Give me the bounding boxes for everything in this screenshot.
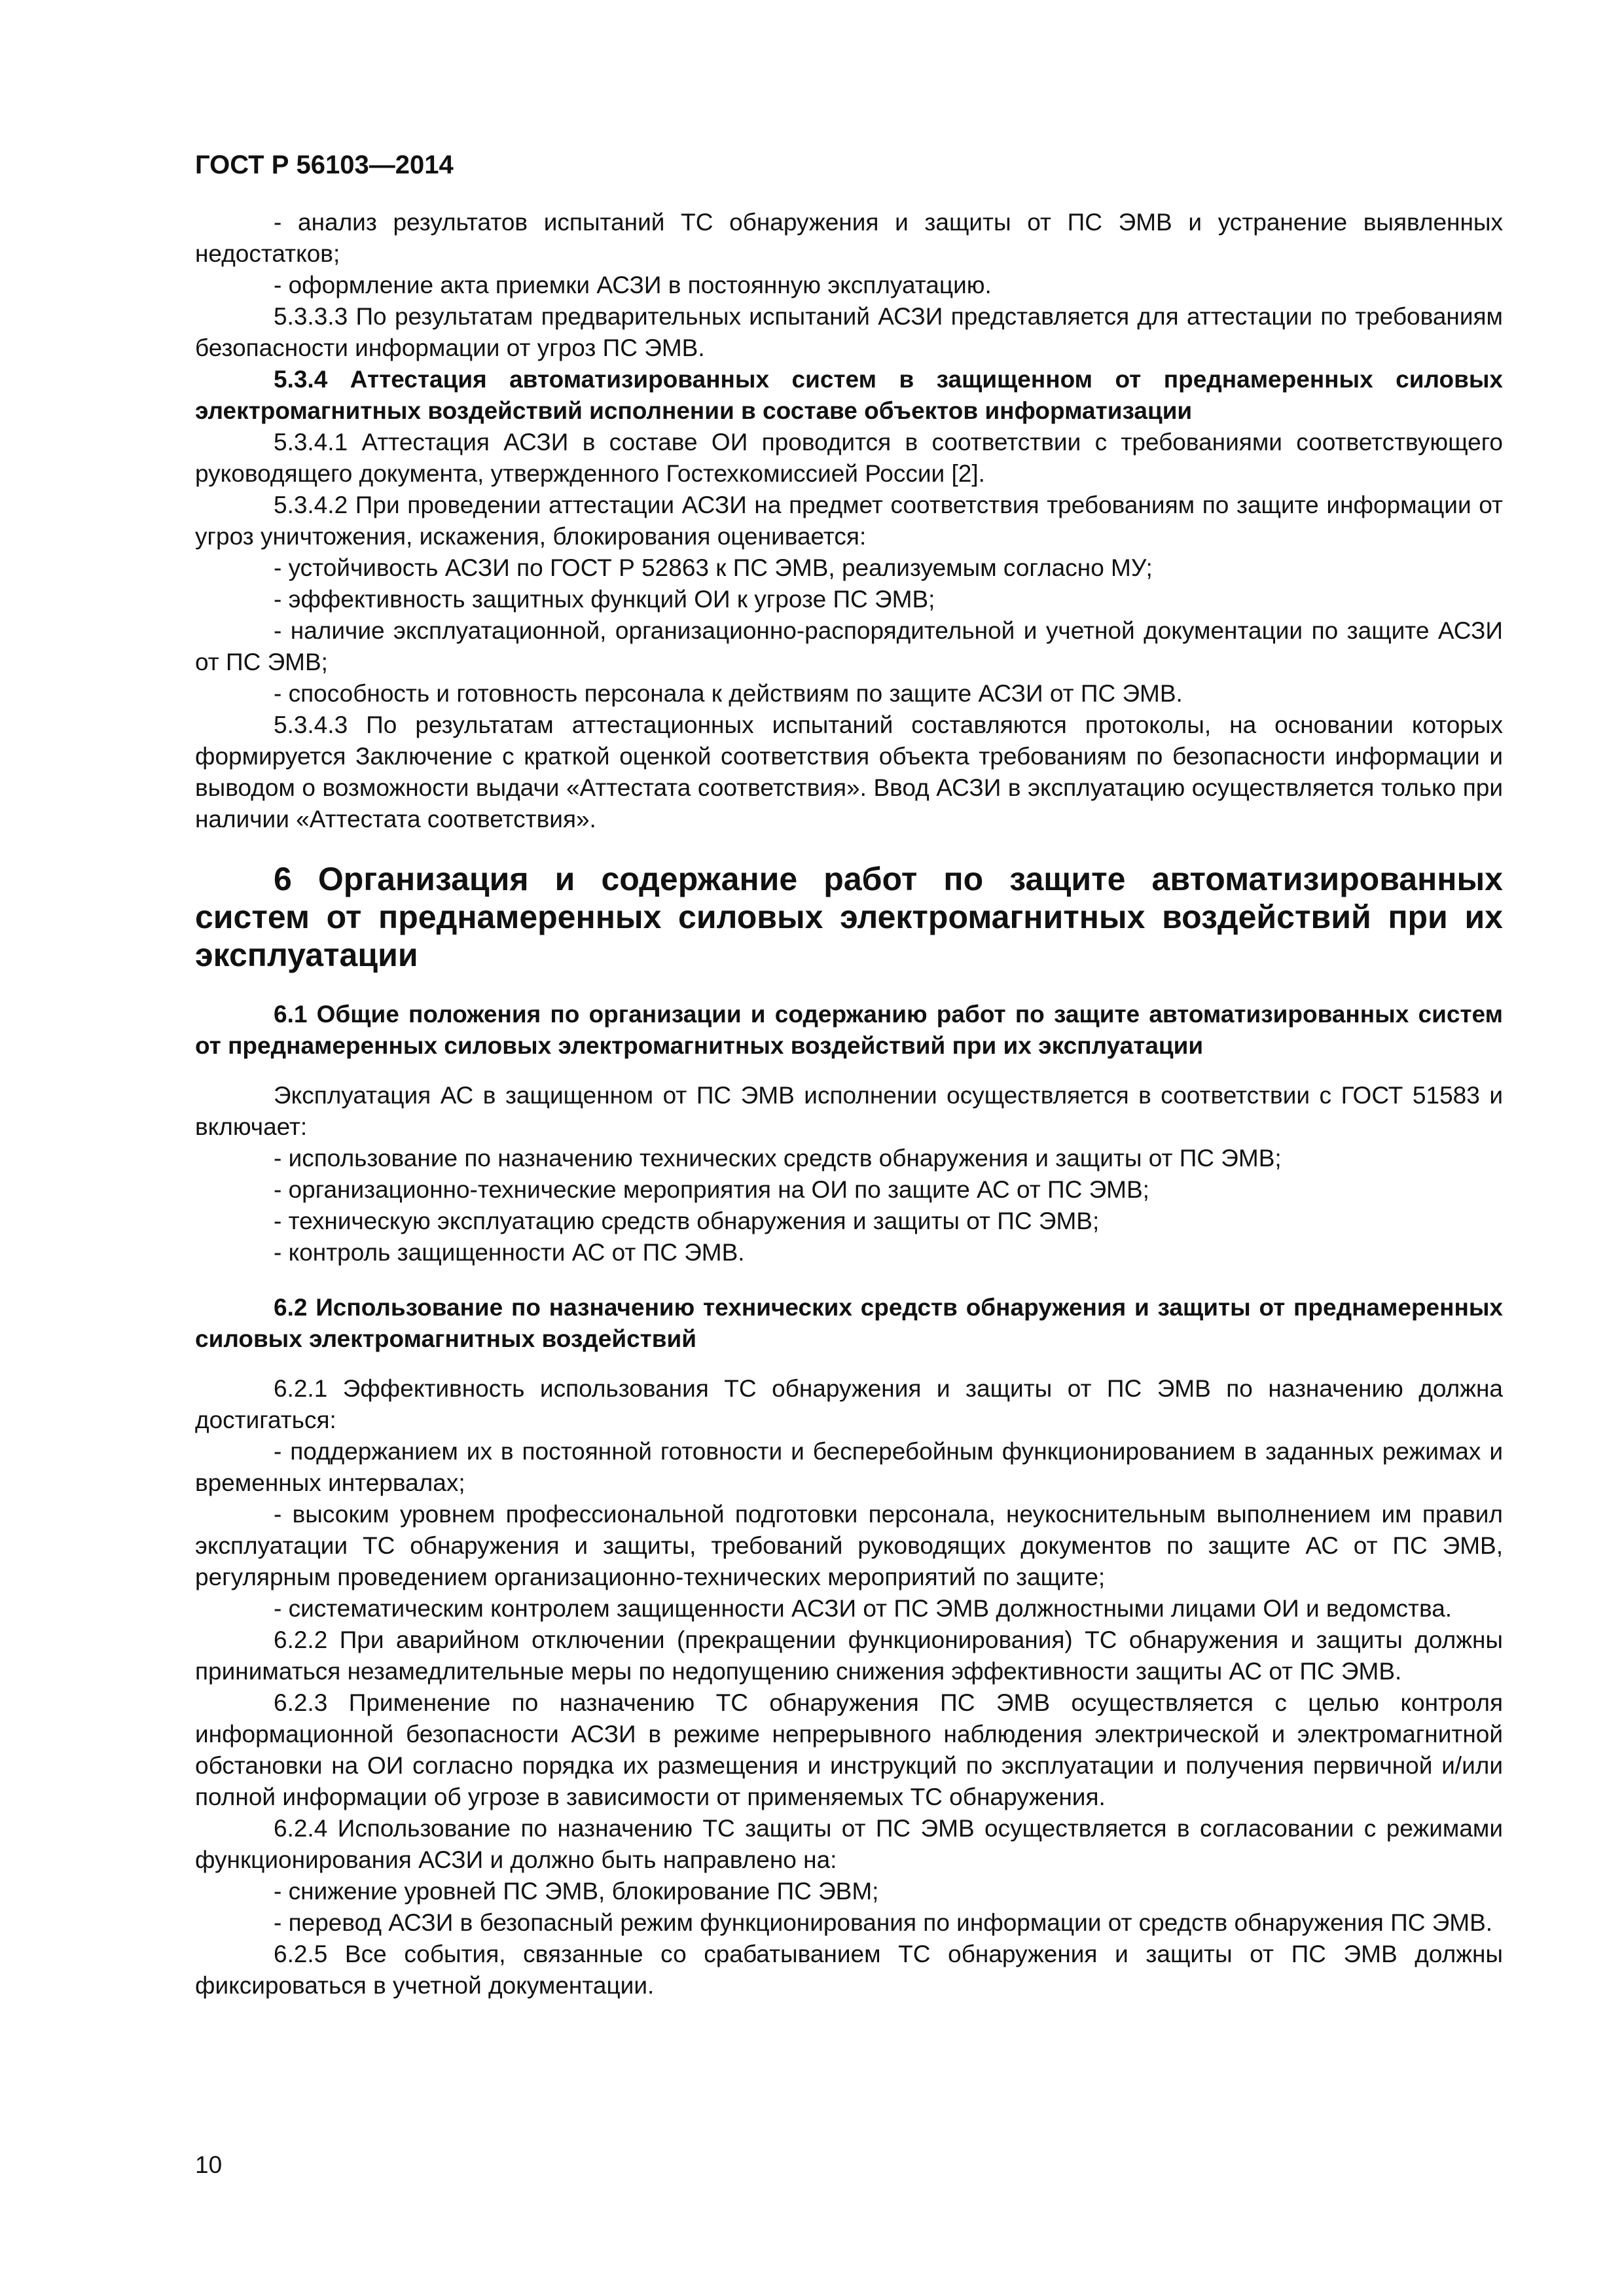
list-item: - техническую эксплуатацию средств обнаружения и защиты от ПС ЭМВ; bbox=[274, 1208, 1100, 1234]
clause-heading: 5.3.4 Аттестация автоматизированных систем в защищенном от преднамеренных силовых электромагнитных воздействий исполнении в составе объектов информатизации bbox=[195, 366, 1503, 424]
page-content bbox=[195, 149, 1503, 2001]
list-item: - перевод АСЗИ в безопасный режим функционирования по информации от средств обнаружения ПС ЭМВ. bbox=[274, 1909, 1493, 1936]
paragraph: 6.2.2 При аварийном отключении (прекращении функционирования) ТС обнаружения и защиты должны приниматься незамедлительные меры по недопущению снижения эффективности защиты АС от ПС ЭМВ. bbox=[195, 1626, 1503, 1685]
subsection-heading: 6.2 Использование по назначению технических средств обнаружения и защиты от преднамеренных силовых электромагнитных воздействий bbox=[195, 1294, 1503, 1352]
list-item: - высоким уровнем профессиональной подготовки персонала, неукоснительным выполнением им правил эксплуатации ТС обнаружения и защиты, требований руководящих документов по защите АС от ПС ЭМВ, регулярным проведением организационно-технических мероприятий по защите; bbox=[195, 1501, 1503, 1590]
paragraph: Эксплуатация АС в защищенном от ПС ЭМВ исполнении осуществляется в соответствии с ГОСТ 51583 и включает: bbox=[195, 1082, 1503, 1140]
list-item: - наличие эксплуатационной, организационно-распорядительной и учетной документации по защите АСЗИ от ПС ЭМВ; bbox=[195, 617, 1503, 675]
list-item: - контроль защищенности АС от ПС ЭМВ. bbox=[274, 1239, 745, 1266]
paragraph: 5.3.3.3 По результатам предварительных испытаний АСЗИ представляется для аттестации по требованиям безопасности информации от угроз ПС ЭМВ. bbox=[195, 303, 1503, 361]
paragraph: - оформление акта приемки АСЗИ в постоянную эксплуатацию. bbox=[274, 272, 992, 298]
list-item: - организационно-технические мероприятия на ОИ по защите АС от ПС ЭМВ; bbox=[274, 1176, 1149, 1203]
list-item: - эффективность защитных функций ОИ к угрозе ПС ЭМВ; bbox=[274, 586, 935, 613]
paragraph: 5.3.4.3 По результатам аттестационных испытаний составляются протоколы, на основании которых формируется Заключение с краткой оценкой соответствия объекта требованиям по безопасности информации и выводом о возможности выдачи «Аттестата соответствия». Ввод АСЗИ в эксплуатацию осуществляется только при наличии «Аттестата соответствия». bbox=[195, 711, 1503, 833]
paragraph: 6.2.1 Эффективность использования ТС обнаружения и защиты от ПС ЭМВ по назначению должна достигаться: bbox=[195, 1375, 1503, 1433]
paragraph: 6.2.3 Применение по назначению ТС обнаружения ПС ЭМВ осуществляется с целью контроля информационной безопасности АСЗИ в режиме непрерывного наблюдения электрической и электромагнитной обстановки на ОИ согласно порядка их размещения и инструкций по эксплуатации и получения первичной и/или полной информации об угрозе в зависимости от применяемых ТС обнаружения. bbox=[195, 1689, 1503, 1810]
document-header: ГОСТ Р 56103—2014 bbox=[195, 151, 454, 179]
section-heading: 6 Организация и содержание работ по защите автоматизированных систем от преднамеренных силовых электромагнитных воздействий при их эксплуатации bbox=[195, 861, 1503, 973]
paragraph: 5.3.4.1 Аттестация АСЗИ в составе ОИ проводится в соответствии с требованиями соответствующего руководящего документа, утвержденного Гостехкомиссией России [2]. bbox=[195, 429, 1503, 487]
paragraph: 6.2.5 Все события, связанные со срабатыванием ТС обнаружения и защиты от ПС ЭМВ должны фиксироваться в учетной документации. bbox=[195, 1941, 1503, 1999]
paragraph: 6.2.4 Использование по назначению ТС защиты от ПС ЭМВ осуществляется в согласовании с режимами функционирования АСЗИ и должно быть направлено на: bbox=[195, 1815, 1503, 1873]
list-item: - поддержанием их в постоянной готовности и бесперебойным функционированием в заданных режимах и временных интервалах; bbox=[195, 1438, 1503, 1496]
list-item: - устойчивость АСЗИ по ГОСТ Р 52863 к ПС ЭМВ, реализуемым согласно МУ; bbox=[274, 554, 1153, 581]
list-item: - систематическим контролем защищенности АСЗИ от ПС ЭМВ должностными лицами ОИ и ведомства. bbox=[274, 1595, 1453, 1622]
subsection-heading: 6.1 Общие положения по организации и содержанию работ по защите автоматизированных систем от преднамеренных силовых электромагнитных воздействий при их эксплуатации bbox=[195, 1001, 1503, 1059]
paragraph: 5.3.4.2 При проведении аттестации АСЗИ на предмет соответствия требованиям по защите информации от угроз уничтожения, искажения, блокирования оценивается: bbox=[195, 492, 1503, 550]
paragraph: - анализ результатов испытаний ТС обнаружения и защиты от ПС ЭМВ и устранение выявленных недостатков; bbox=[195, 209, 1503, 267]
list-item: - способность и готовность персонала к действиям по защите АСЗИ от ПС ЭМВ. bbox=[274, 680, 1183, 707]
list-item: - использование по назначению технических средств обнаружения и защиты от ПС ЭМВ; bbox=[274, 1145, 1282, 1172]
list-item: - снижение уровней ПС ЭМВ, блокирование ПС ЭВМ; bbox=[274, 1878, 879, 1905]
page-number: 10 bbox=[195, 2151, 223, 2178]
